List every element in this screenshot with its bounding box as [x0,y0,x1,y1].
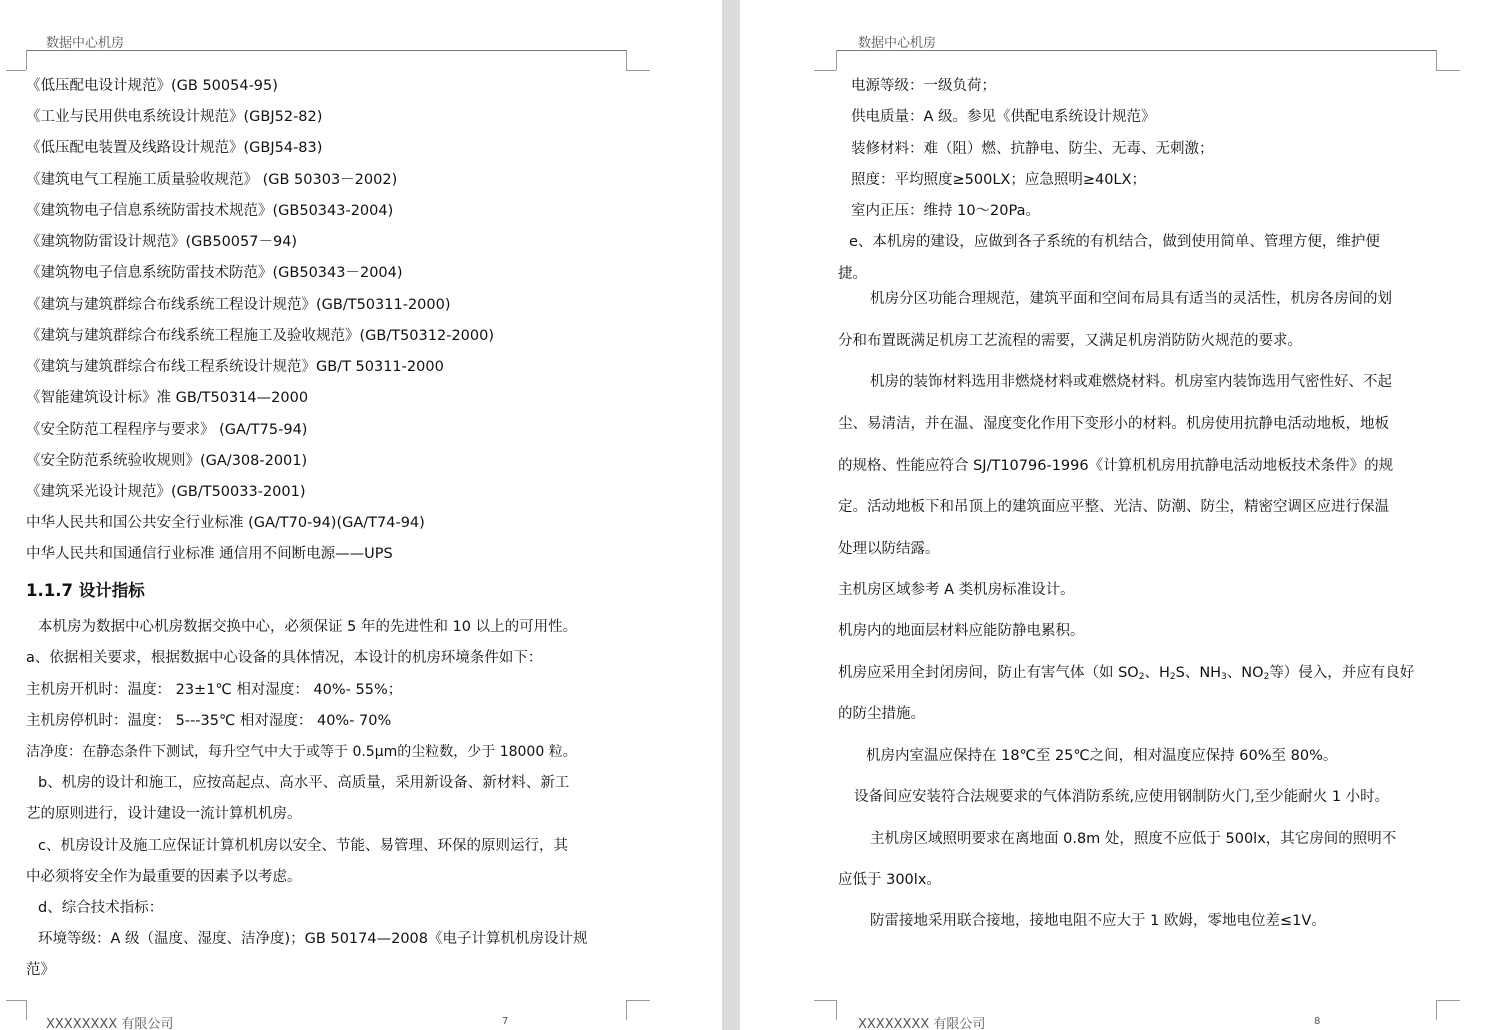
paragraph-line: 设备间应安装符合法规要求的气体消防系统,应使用钢制防火门,至少能耐火 1 小时。 [854,789,1390,805]
corner-mark [626,70,650,71]
paragraph-line: 机房的装饰材料选用非燃烧材料或难燃烧材料。机房室内装饰选用气密性好、不起 [870,374,1392,390]
standard-line: 《建筑物电子信息系统防雷技术规范》(GB50343-2004) [26,203,394,219]
paragraph-line: 室内正压：维持 10～20Pa。 [851,203,1040,219]
paragraph-line: 捷。 [838,266,867,282]
paragraph-line: a、依据相关要求，根据数据中心设备的具体情况，本设计的机房环境条件如下： [26,650,543,666]
document-page-8 [740,0,1492,1030]
paragraph-line: 供电质量：A 级。参见《供配电系统设计规范》 [851,109,1156,125]
header-rule [836,50,1436,51]
corner-mark [26,50,27,70]
standard-line: 《低压配电装置及线路设计规范》(GBJ54-83) [26,140,323,156]
paragraph-line: 机房内的地面层材料应能防静电累积。 [838,623,1085,639]
standard-line: 《安全防范工程程序与要求》 (GA/T75-94) [26,422,308,438]
corner-mark [836,50,837,70]
corner-mark [836,1000,837,1020]
page-number: 7 [502,1016,509,1027]
paragraph-line: b、机房的设计和施工，应按高起点、高水平、高质量，采用新设备、新材料、新工 [38,775,570,791]
standard-line: 《建筑物电子信息系统防雷技术防范》(GB50343－2004) [26,265,403,281]
corner-mark [1436,50,1437,70]
paragraph-line: 主机房区域照明要求在离地面 0.8m 处，照度不应低于 500lx，其它房间的照明不 [870,831,1397,847]
paragraph-line: 机房分区功能合理规范，建筑平面和空间布局具有适当的灵活性，机房各房间的划 [870,291,1392,307]
section-heading: 1.1.7 设计指标 [26,581,145,600]
standard-line: 《低压配电设计规范》(GB 50054-95) [26,78,278,94]
paragraph-line: 的规格、性能应符合 SJ/T10796-1996《计算机机房用抗静电活动地板技术条件》的规 [838,458,1394,474]
paragraph-line: 照度：平均照度≥500LX；应急照明≥40LX； [851,172,1146,188]
paragraph-line: 机房内室温应保持在 18℃至 25℃之间，相对温度应保持 60%至 80%。 [866,748,1338,764]
corner-mark [626,50,627,70]
page-footer-company: XXXXXXXX 有限公司 [46,1017,174,1030]
paragraph-line: 艺的原则进行，设计建设一流计算机机房。 [26,806,302,822]
standard-line: 中华人民共和国公共安全行业标准 (GA/T70-94)(GA/T74-94) [26,515,425,531]
corner-mark [26,1000,27,1020]
paragraph-line: e、本机房的建设，应做到各子系统的有机结合，做到使用简单、管理方便，维护便 [849,234,1380,250]
corner-mark [1436,1000,1437,1020]
paragraph-line: c、机房设计及施工应保证计算机机房以安全、节能、易管理、环保的原则运行，其 [38,838,568,854]
page-number: 8 [1314,1016,1321,1027]
paragraph-line: 环境等级：A 级（温度、湿度、洁净度)；GB 50174—2008《电子计算机机房设计规 [38,931,588,947]
paragraph-line: 洁净度：在静态条件下测试，每升空气中大于或等于 0.5μm的尘粒数，少于 18000 粒。 [26,744,577,760]
header-rule [26,50,626,51]
paragraph-line: 定。活动地板下和吊顶上的建筑面应平整、光洁、防潮、防尘，精密空调区应进行保温 [838,499,1389,515]
page-header-title: 数据中心机房 [858,36,937,51]
paragraph-line: 范》 [26,962,55,978]
corner-mark [1436,70,1460,71]
standard-line: 《建筑采光设计规范》(GB/T50033-2001) [26,484,306,500]
paragraph-line: 处理以防结露。 [838,541,940,557]
paragraph-line: 本机房为数据中心机房数据交换中心，必须保证 5 年的先进性和 10 以上的可用性。 [38,619,578,635]
paragraph-line: 主机房区域参考 A 类机房标准设计。 [838,582,1075,598]
page-gap [722,0,740,1030]
standard-line: 《建筑与建筑群综合布线系统工程设计规范》(GB/T50311-2000) [26,297,451,313]
corner-mark [814,1000,836,1001]
standard-line: 《建筑电气工程施工质量验收规范》 (GB 50303－2002) [26,172,398,188]
standard-line: 《安全防范系统验收规则》(GA/308-2001) [26,453,308,469]
document-page-7 [0,0,722,1030]
paragraph-line: 的防尘措施。 [838,706,925,722]
standard-line: 《智能建筑设计标》准 GB/T50314—2000 [26,390,309,406]
paragraph-line: 分和布置既满足机房工艺流程的需要，又满足机房消防防火规范的要求。 [838,333,1302,349]
paragraph-line: 主机房停机时：温度： 5---35℃ 相对湿度： 40%- 70% [26,713,392,729]
standard-line: 《建筑物防雷设计规范》(GB50057－94) [26,234,298,250]
corner-mark [6,70,26,71]
page-footer-company: XXXXXXXX 有限公司 [858,1017,986,1030]
paragraph-line: d、综合技术指标： [38,900,164,916]
standard-line: 《建筑与建筑群综合布线工程系统设计规范》GB/T 50311-2000 [26,359,444,375]
corner-mark [1436,1000,1460,1001]
paragraph-line: 机房应采用全封闭房间，防止有害气体（如 $SO_2$、$H_2S$、$NH_3$、$NO_2$等）侵入，并应有良好 [838,665,1415,682]
paragraph-line: 装修材料：难（阻）燃、抗静电、防尘、无毒、无刺激； [851,141,1214,157]
corner-mark [626,1000,650,1001]
standard-line: 《工业与民用供电系统设计规范》(GBJ52-82) [26,109,323,125]
paragraph-line: 中必须将安全作为最重要的因素予以考虑。 [26,869,302,885]
corner-mark [814,70,836,71]
corner-mark [6,1000,26,1001]
paragraph-line: 尘、易清洁，并在温、湿度变化作用下变形小的材料。机房使用抗静电活动地板，地板 [838,416,1389,432]
standard-line: 中华人民共和国通信行业标准 通信用不间断电源——UPS [26,546,393,562]
paragraph-line: 防雷接地采用联合接地，接地电阻不应大于 1 欧姆，零地电位差≤1V。 [870,913,1326,929]
corner-mark [626,1000,627,1020]
page-header-title: 数据中心机房 [46,36,125,51]
paragraph-line: 电源等级：一级负荷； [851,78,996,94]
paragraph-line: 主机房开机时：温度： 23±1℃ 相对湿度： 40%- 55%； [26,682,403,698]
standard-line: 《建筑与建筑群综合布线系统工程施工及验收规范》(GB/T50312-2000) [26,328,494,344]
paragraph-line: 应低于 300lx。 [838,872,941,888]
